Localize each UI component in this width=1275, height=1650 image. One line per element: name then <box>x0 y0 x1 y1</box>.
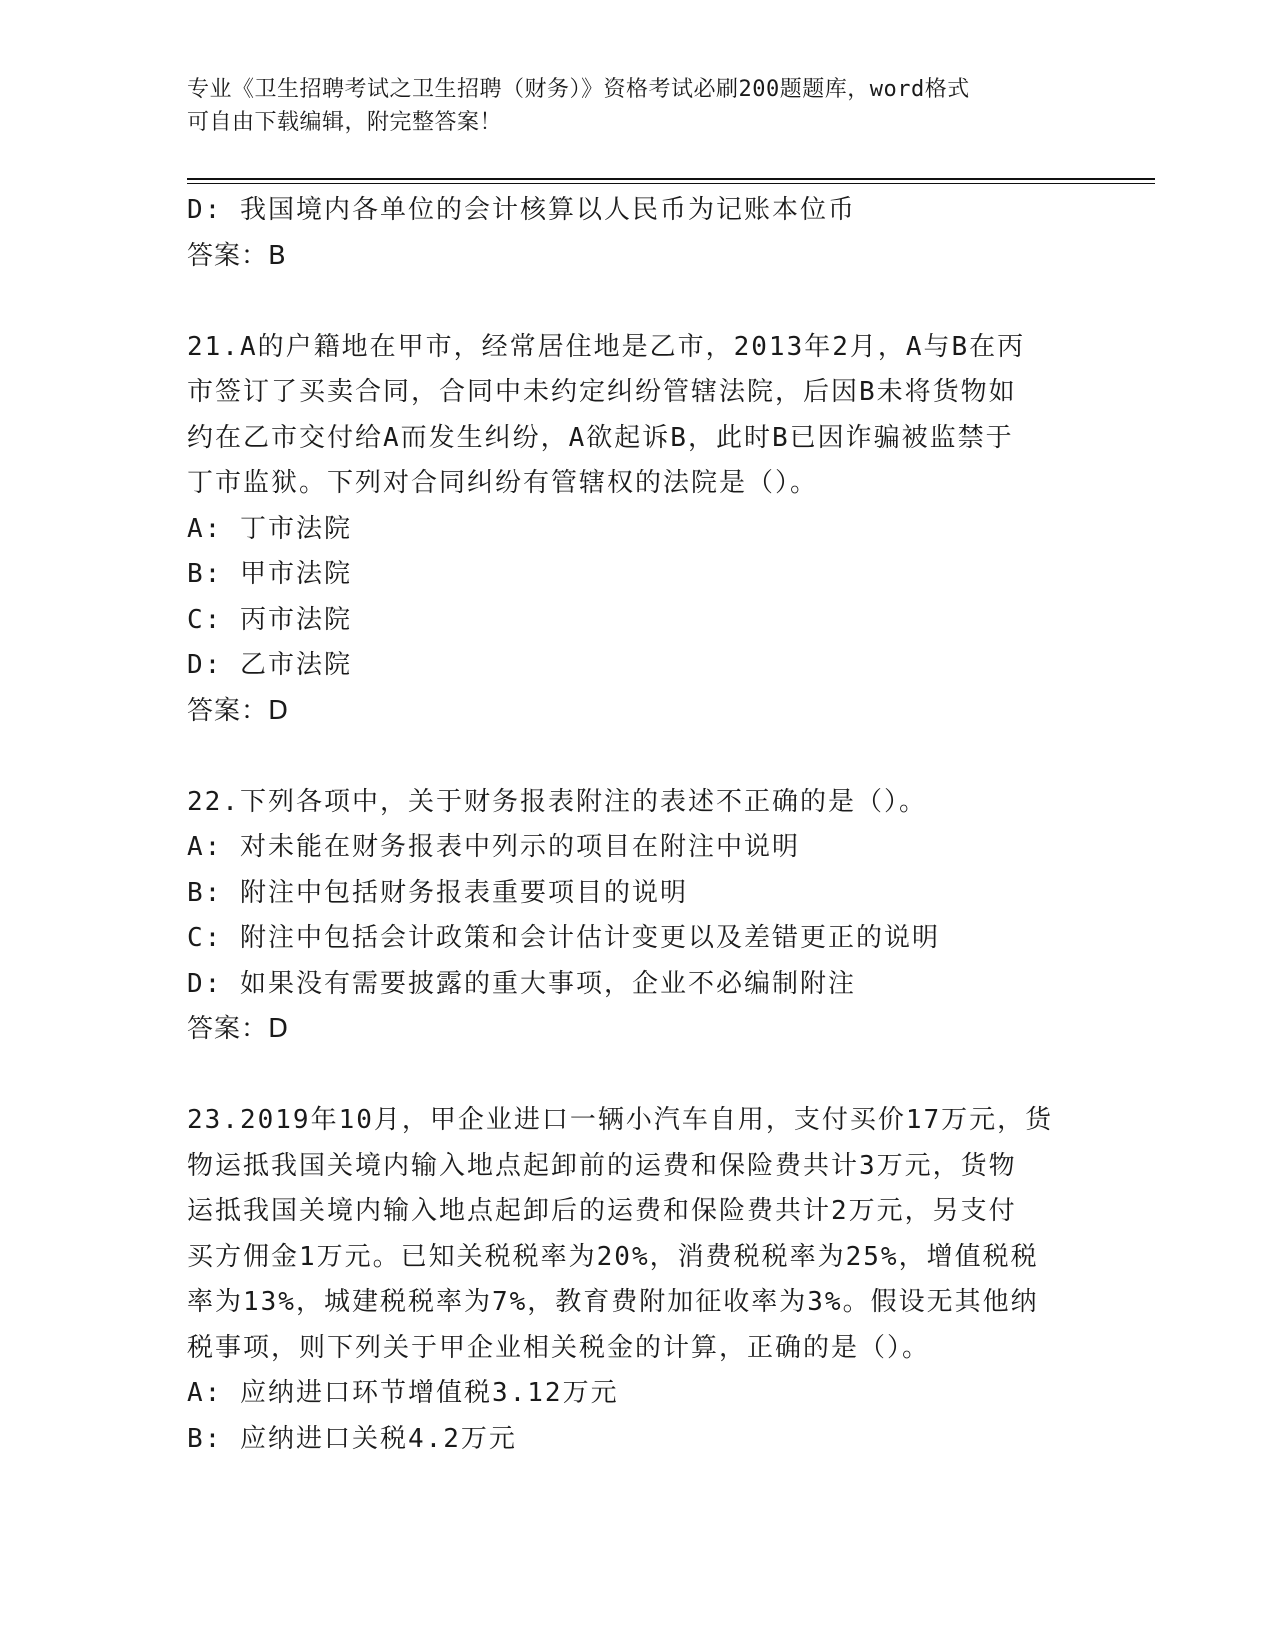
question-21-option-d: D: 乙市法院 <box>187 650 352 680</box>
question-22-line: 22.下列各项中，关于财务报表附注的表述不正确的是（）。 <box>187 786 927 817</box>
question-23-option-a: A: 应纳进口环节增值税3.12万元 <box>187 1378 619 1408</box>
question-23-line: 23.2019年10月，甲企业进口一辆小汽车自用，支付买价17万元，货 <box>187 1105 1054 1135</box>
question-21-line: 市签订了买卖合同，合同中未约定纠纷管辖法院，后因B未将货物如 <box>187 377 1017 407</box>
question-22-answer: 答案：D <box>187 1014 290 1044</box>
question-21-option-b: B: 甲市法院 <box>187 559 352 589</box>
header-divider-thick <box>187 178 1155 180</box>
header-line-1: 专业《卫生招聘考试之卫生招聘（财务）》资格考试必刷200题题库，word格式 <box>187 77 970 102</box>
prev-option-d: D: 我国境内各单位的会计核算以人民币为记账本位币 <box>187 195 856 225</box>
question-23-option-b: B: 应纳进口关税4.2万元 <box>187 1423 517 1454</box>
spacer <box>187 279 1087 325</box>
question-22-option-d: D: 如果没有需要披露的重大事项，企业不必编制附注 <box>187 968 856 999</box>
spacer <box>187 1053 1087 1099</box>
header-line-2: 可自由下载编辑，附完整答案！ <box>187 110 503 135</box>
question-21-option-c: C: 丙市法院 <box>187 604 352 635</box>
question-21-option-a: A: 丁市法院 <box>187 513 352 544</box>
question-23-line: 率为13%，城建税税率为7%，教育费附加征收率为3%。假设无其他纳 <box>187 1287 1039 1317</box>
question-23-line: 运抵我国关境内输入地点起卸后的运费和保险费共计2万元，另支付 <box>187 1196 1017 1226</box>
question-22 <box>187 780 1087 1053</box>
header-divider-thin <box>187 183 1155 184</box>
prev-answer: 答案：B <box>187 240 287 271</box>
question-21-line: 21.A的户籍地在甲市，经常居住地是乙市，2013年2月，A与B在丙 <box>187 331 1026 362</box>
question-22-option-a: A: 对未能在财务报表中列示的项目在附注中说明 <box>187 832 800 862</box>
question-22-option-b: B: 附注中包括财务报表重要项目的说明 <box>187 877 688 908</box>
question-21-answer: 答案：D <box>187 695 290 726</box>
question-21-line: 约在乙市交付给A而发生纠纷，A欲起诉B，此时B已因诈骗被监禁于 <box>187 422 1014 453</box>
question-23-line: 买方佣金1万元。已知关税税率为20%，消费税税率为25%，增值税税 <box>187 1241 1039 1272</box>
question-content <box>187 188 1087 1462</box>
question-23-line: 税事项，则下列关于甲企业相关税金的计算，正确的是（）。 <box>187 1332 931 1363</box>
question-21 <box>187 325 1087 735</box>
question-21-line: 丁市监狱。下列对合同纠纷有管辖权的法院是（）。 <box>187 468 819 498</box>
question-23-line: 物运抵我国关境内输入地点起卸前的运费和保险费共计3万元，货物 <box>187 1150 1017 1181</box>
question-23 <box>187 1098 1087 1462</box>
page-header <box>187 73 1087 139</box>
question-22-option-c: C: 附注中包括会计政策和会计估计变更以及差错更正的说明 <box>187 923 940 953</box>
spacer <box>187 734 1087 780</box>
